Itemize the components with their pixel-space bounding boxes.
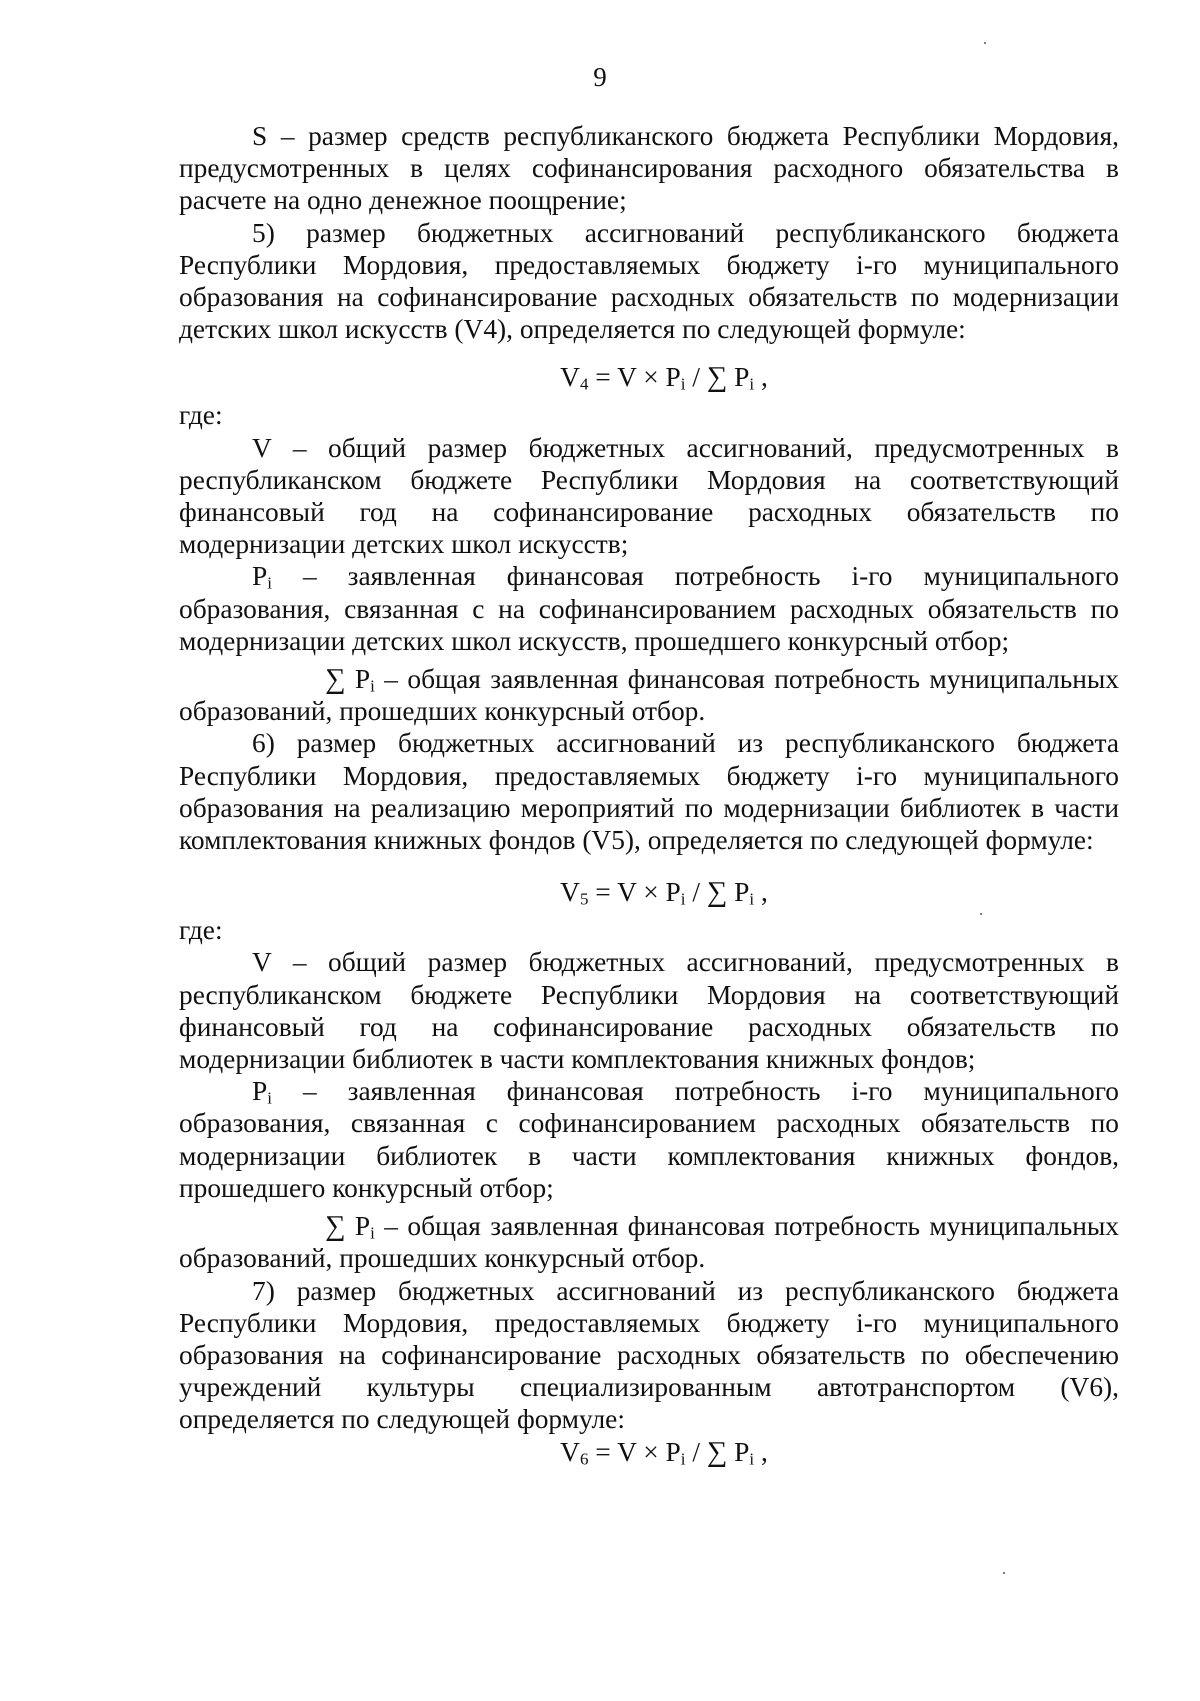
- v-definition-2: V – общий размер бюджетных ассигнований, предусмотренных в республиканском бюджете Республики Мордовия на соответствующий финансовый год на софинансирование расходных обязательств по модернизации библиотек в части комплектования книжных фондов;: [179, 947, 1119, 1075]
- sum-symbol: ∑: [325, 663, 346, 696]
- v-definition-1: V – общий размер бюджетных ассигнований, предусмотренных в республиканском бюджете Республики Мордовия на соответствующий финансовый год на софинансирование расходных обязательств по модернизации детских школ искусств;: [179, 432, 1119, 560]
- item-6-paragraph: 6) размер бюджетных ассигнований из республиканского бюджета Республики Мордовия, предоставляемых бюджету i-го муниципального образования на реализацию мероприятий по модернизации библиотек в части комплектования книжных фондов (V5), определяется по следующей формуле:: [179, 728, 1119, 856]
- formula-v5: $V_5 = V \times P_i$ / ∑ $P_i$ ,: [560, 876, 768, 909]
- pi-definition-2: $P_i$ – заявленная финансовая потребность i-го муниципального образования, связанная с софинансированием расходных обязательств по модернизации библиотек в части комплектования книжных фондов, прошедшего конкурсный отбор;: [179, 1076, 1119, 1203]
- sum-definition-2: ∑ $P_i$ – общая заявленная финансовая потребность муниципальных образований, прошедших конкурсный отбор.: [179, 1210, 1119, 1274]
- item-7-paragraph: 7) размер бюджетных ассигнований из республиканского бюджета Республики Мордовия, предоставляемых бюджету i-го муниципального образования на софинансирование расходных обязательств по обеспечению учреждений культуры специализированным автотранспортом (V6), определяется по следующей формуле:: [179, 1275, 1119, 1435]
- scan-speck: [980, 913, 982, 915]
- sum-symbol: ∑: [706, 1435, 728, 1468]
- sum-definition-1: ∑ $P_i$ – общая заявленная финансовая потребность муниципальных образований, прошедших конкурсный отбор.: [179, 663, 1119, 727]
- page-number: 9: [593, 62, 607, 92]
- scan-speck: [1003, 1572, 1005, 1574]
- where-label-2: где:: [179, 915, 223, 946]
- formula-v6: $V_6 = V \times P_i$ / ∑ $P_i$ ,: [560, 1435, 768, 1469]
- sum-symbol: ∑: [706, 361, 728, 394]
- where-label-1: где:: [179, 400, 223, 431]
- document-body: [179, 120, 1119, 1468]
- formula-v4: $V_4 = V \times P_i$ / ∑ $P_i$ ,: [560, 361, 768, 395]
- sum-symbol: ∑: [706, 876, 728, 909]
- item-5-paragraph: 5) размер бюджетных ассигнований республиканского бюджета Республики Мордовия, предоставляемых бюджету i-го муниципального образования на софинансирование расходных обязательств по модернизации детских школ искусств (V4), определяется по следующей формуле:: [179, 217, 1119, 345]
- pi-definition-1: $P_i$ – заявленная финансовая потребность i-го муниципального образования, связанная с на софинансированием расходных обязательств по модернизации детских школ искусств, прошедшего конкурсный отбор;: [179, 561, 1119, 656]
- s-definition: S – размер средств республиканского бюджета Республики Мордовия, предусмотренных в целях софинансирования расходного обязательства в расчете на одно денежное поощрение;: [179, 121, 1119, 216]
- sum-symbol: ∑: [325, 1210, 346, 1243]
- scan-speck: [984, 42, 986, 44]
